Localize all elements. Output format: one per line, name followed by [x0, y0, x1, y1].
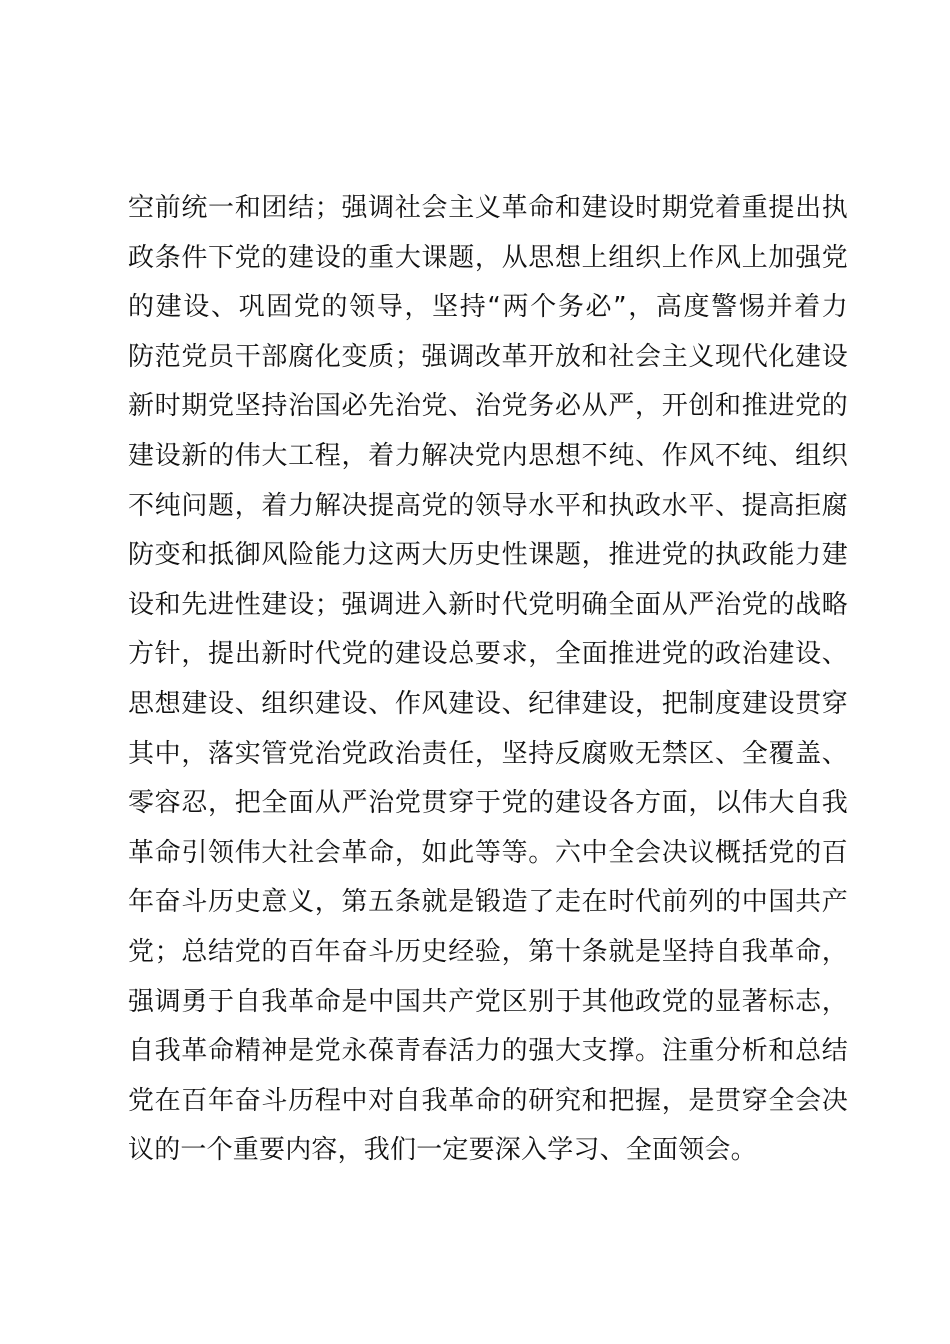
text-line: 强调勇于自我革命是中国共产党区别于其他政党的显著标志，	[128, 986, 848, 1017]
text-line: 革命引领伟大社会革命，如此等等。六中全会决议概括党的百	[128, 837, 848, 868]
text-line: 新时期党坚持治国必先治党、治党务必从严，开创和推进党的	[128, 391, 848, 422]
text-line: 党在百年奋斗历程中对自我革命的研究和把握，是贯穿全会决	[128, 1085, 848, 1116]
text-line: 建设新的伟大工程，着力解决党内思想不纯、作风不纯、组织	[128, 440, 848, 471]
text-line: 方针，提出新时代党的建设总要求，全面推进党的政治建设、	[128, 639, 848, 670]
text-line: 设和先进性建设；强调进入新时代党明确全面从严治党的战略	[128, 589, 848, 620]
text-line: 防范党员干部腐化变质；强调改革开放和社会主义现代化建设	[128, 341, 848, 372]
text-line: 自我革命精神是党永葆青春活力的强大支撑。注重分析和总结	[128, 1036, 848, 1067]
text-line: 零容忍，把全面从严治党贯穿于党的建设各方面，以伟大自我	[128, 788, 848, 819]
text-line: 的建设、巩固党的领导，坚持“两个务必”，高度警惕并着力	[128, 292, 848, 323]
text-line: 议的一个重要内容，我们一定要深入学习、全面领会。	[128, 1135, 757, 1166]
text-line: 不纯问题，着力解决提高党的领导水平和执政水平、提高拒腐	[128, 490, 848, 521]
text-line: 政条件下党的建设的重大课题，从思想上组织上作风上加强党	[128, 242, 848, 273]
text-line: 空前统一和团结；强调社会主义革命和建设时期党着重提出执	[128, 193, 848, 223]
body-paragraph	[128, 184, 848, 1176]
text-line: 党；总结党的百年奋斗历史经验，第十条就是坚持自我革命，	[128, 936, 848, 967]
text-line: 年奋斗历史意义，第五条就是锻造了走在时代前列的中国共产	[128, 887, 848, 918]
text-line: 思想建设、组织建设、作风建设、纪律建设，把制度建设贯穿	[128, 688, 848, 719]
text-line: 防变和抵御风险能力这两大历史性课题，推进党的执政能力建	[128, 540, 848, 571]
text-line: 其中，落实管党治党政治责任，坚持反腐败无禁区、全覆盖、	[128, 738, 848, 769]
